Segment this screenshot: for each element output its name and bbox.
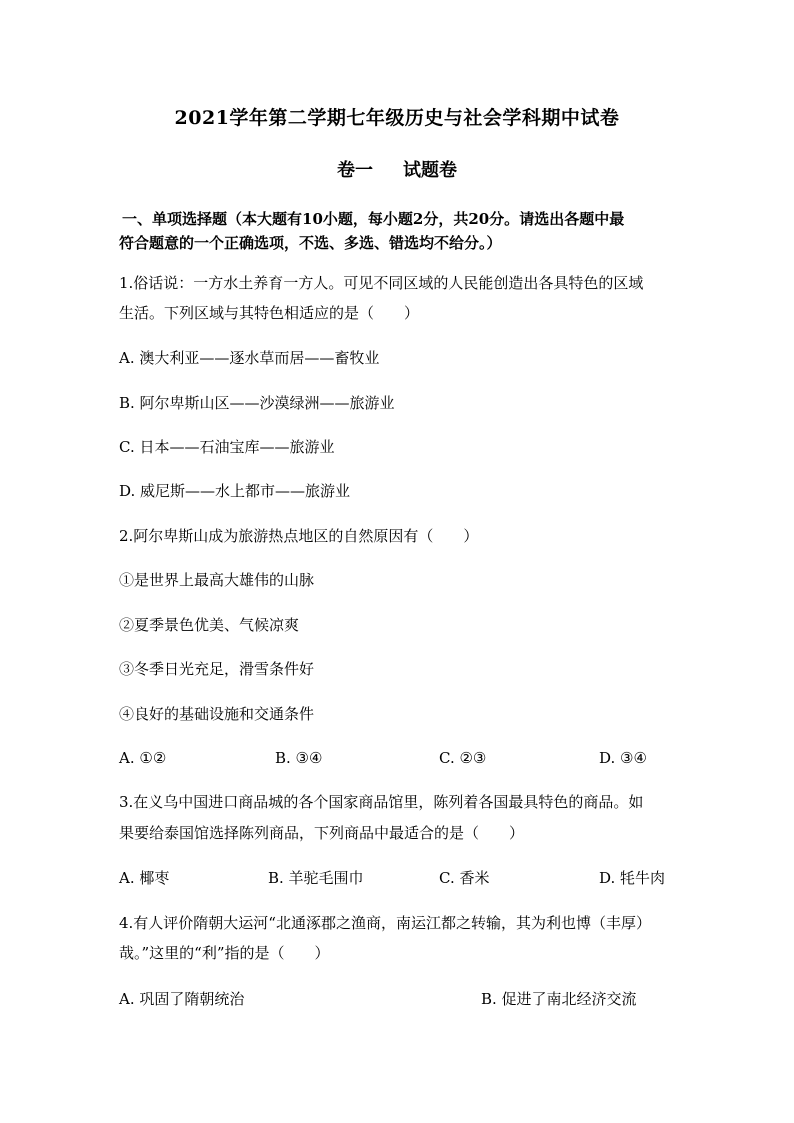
q1-option-c: C. 日本——石油宝库——旅游业 (119, 438, 335, 456)
q1-option-b: B. 阿尔卑斯山区——沙漠绿洲——旅游业 (119, 394, 395, 412)
q2-option-b: B. ③④ (275, 749, 323, 767)
q3-option-c: C. 香米 (439, 869, 490, 887)
volume-label: 卷一 (337, 160, 373, 181)
q2-option-a: A. ①② (119, 749, 167, 767)
q3-option-b: B. 羊驼毛围巾 (268, 869, 364, 887)
q3-stem-line1: 3.在义乌中国进口商品城的各个国家商品馆里，陈列着各国最具特色的商品。如 (119, 793, 644, 811)
q1-stem-line2: 生活。下列区域与其特色相适应的是（ ） (119, 304, 420, 322)
q3-stem-line2: 果要给泰国馆选择陈列商品，下列商品中最适合的是（ ） (119, 824, 525, 842)
section-heading-line1: 一、单项选择题（本大题有10小题，每小题2分，共20分。请选出各题中最 (122, 210, 625, 228)
q2-statement-3: ③冬季日光充足，滑雪条件好 (119, 660, 315, 678)
q1-stem-line1: 1.俗话说：一方水土养育一方人。可见不同区域的人民能创造出各具特色的区域 (119, 274, 644, 292)
exam-subtitle (0, 162, 794, 180)
q2-option-d: D. ③④ (599, 749, 647, 767)
q1-option-d: D. 威尼斯——水上都市——旅游业 (119, 482, 351, 500)
q3-option-a: A. 椰枣 (119, 869, 170, 887)
section-heading-line2: 符合题意的一个正确选项，不选、多选、错选均不给分。） (119, 234, 502, 252)
q2-statement-1: ①是世界上最高大雄伟的山脉 (119, 571, 315, 589)
q4-stem-line1: 4.有人评价隋朝大运河“北通涿郡之渔商，南运江都之转输，其为利也博（丰厚） (119, 914, 651, 932)
paper-label: 试题卷 (403, 160, 457, 181)
q4-option-b: B. 促进了南北经济交流 (481, 990, 637, 1008)
q3-option-d: D. 牦牛肉 (599, 869, 666, 887)
q2-statement-4: ④良好的基础设施和交通条件 (119, 705, 315, 723)
exam-title: 2021学年第二学期七年级历史与社会学科期中试卷 (174, 107, 620, 129)
q2-stem: 2.阿尔卑斯山成为旅游热点地区的自然原因有（ ） (119, 527, 479, 545)
q2-option-c: C. ②③ (439, 749, 487, 767)
q2-statement-2: ②夏季景色优美、气候凉爽 (119, 616, 300, 634)
q1-option-a: A. 澳大利亚——逐水草而居——畜牧业 (119, 349, 380, 367)
q4-option-a: A. 巩固了隋朝统治 (119, 990, 245, 1008)
q4-stem-line2: 哉。”这里的“利”指的是（ ） (119, 944, 330, 962)
